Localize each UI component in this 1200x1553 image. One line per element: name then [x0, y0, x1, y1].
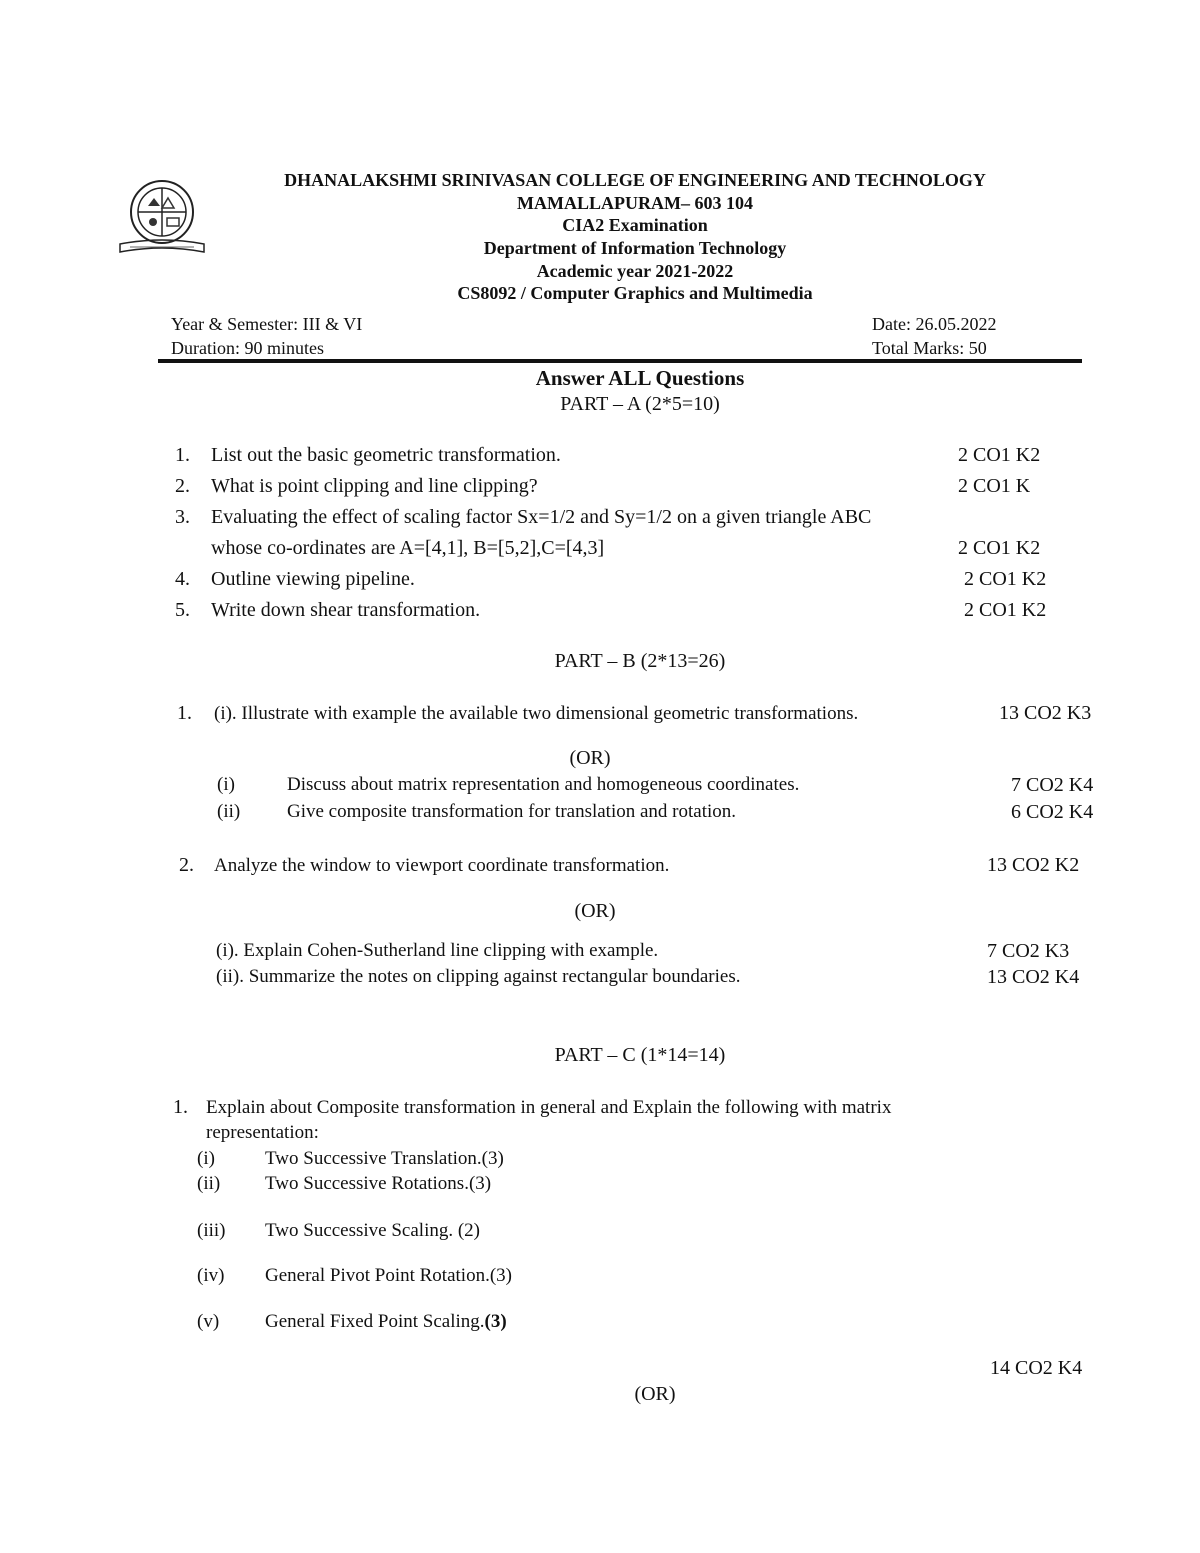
sub-question-marks: 13 CO2 K4	[987, 966, 1080, 988]
sub-question-text: Give composite transformation for translation and rotation.	[287, 801, 737, 822]
sub-item-number: (v)	[197, 1311, 220, 1332]
total-marks: Total Marks: 50	[872, 338, 987, 358]
question-text-continued: whose co-ordinates are A=[4,1], B=[5,2],C=[4,3]	[211, 537, 605, 559]
duration: Duration: 90 minutes	[171, 338, 324, 358]
or-separator: (OR)	[634, 1383, 676, 1405]
part-b-title: PART – B (2*13=26)	[554, 650, 726, 672]
department-name: Department of Information Technology	[483, 238, 787, 258]
sub-question-text: Discuss about matrix representation and homogeneous coordinates.	[287, 774, 800, 795]
question-number: 3.	[175, 506, 190, 528]
question-text: Analyze the window to viewport coordinate transformation.	[214, 855, 670, 876]
or-separator: (OR)	[569, 747, 611, 769]
part-a-title: PART – A (2*5=10)	[560, 393, 720, 415]
question-number: 5.	[175, 599, 190, 621]
sub-item-number: (iii)	[197, 1220, 226, 1241]
question-number: 1.	[175, 444, 190, 466]
sub-item-marks: (3)	[484, 1311, 507, 1332]
exam-title: CIA2 Examination	[562, 215, 708, 235]
question-marks: 2 CO1 K2	[958, 537, 1041, 559]
question-text: (i). Illustrate with example the available two dimensional geometric transformations.	[214, 703, 859, 724]
course-title: CS8092 / Computer Graphics and Multimedia	[457, 283, 813, 303]
sub-question-text: (ii). Summarize the notes on clipping against rectangular boundaries.	[216, 966, 741, 987]
question-marks: 13 CO2 K3	[999, 702, 1092, 724]
question-text: Explain about Composite transformation in general and Explain the following with matrix	[206, 1097, 892, 1118]
academic-year: Academic year 2021-2022	[536, 261, 734, 281]
sub-question-marks: 7 CO2 K4	[1011, 774, 1094, 796]
sub-question-number: (ii)	[217, 801, 241, 822]
sub-question-marks: 7 CO2 K3	[987, 940, 1070, 962]
question-number: 1.	[173, 1096, 188, 1118]
question-number: 2.	[175, 475, 190, 497]
question-text: Outline viewing pipeline.	[211, 568, 415, 590]
college-name: DHANALAKSHMI SRINIVASAN COLLEGE OF ENGINEERING AND TECHNOLOGY	[284, 170, 986, 190]
sub-item-text-main: General Fixed Point Scaling.	[265, 1311, 485, 1332]
question-marks: 2 CO1 K2	[964, 599, 1047, 621]
exam-date: Date: 26.05.2022	[872, 314, 997, 334]
question-marks: 13 CO2 K2	[987, 854, 1080, 876]
sub-item-number: (ii)	[197, 1173, 221, 1194]
sub-item-text: Two Successive Rotations.(3)	[265, 1173, 492, 1194]
year-semester: Year & Semester: III & VI	[171, 314, 363, 334]
question-marks: 14 CO2 K4	[990, 1357, 1083, 1379]
sub-question-marks: 6 CO2 K4	[1011, 801, 1094, 823]
question-number: 4.	[175, 568, 190, 590]
sub-question-text: (i). Explain Cohen-Sutherland line clipping with example.	[216, 940, 659, 961]
sub-item-text: General Pivot Point Rotation.(3)	[265, 1265, 512, 1286]
sub-item-text	[265, 1311, 507, 1333]
question-text: Write down shear transformation.	[211, 599, 481, 621]
question-marks: 2 CO1 K	[958, 475, 1031, 497]
question-text-continued: representation:	[206, 1122, 319, 1143]
question-number: 2.	[179, 854, 194, 876]
question-text: List out the basic geometric transformation.	[211, 444, 561, 466]
question-number: 1.	[177, 702, 192, 724]
question-marks: 2 CO1 K2	[964, 568, 1047, 590]
question-marks: 2 CO1 K2	[958, 444, 1041, 466]
header-divider	[158, 359, 1082, 363]
question-text: Evaluating the effect of scaling factor Sx=1/2 and Sy=1/2 on a given triangle ABC	[211, 506, 872, 528]
question-text: What is point clipping and line clipping?	[211, 475, 538, 497]
sub-item-number: (iv)	[197, 1265, 225, 1286]
college-location: MAMALLAPURAM– 603 104	[517, 193, 753, 213]
sub-question-number: (i)	[217, 774, 235, 795]
sub-item-number: (i)	[197, 1148, 215, 1169]
instructions: Answer ALL Questions	[535, 366, 745, 390]
or-separator: (OR)	[574, 900, 616, 922]
part-c-title: PART – C (1*14=14)	[554, 1044, 726, 1066]
sub-item-text: Two Successive Translation.(3)	[265, 1148, 504, 1169]
sub-item-text: Two Successive Scaling. (2)	[265, 1220, 481, 1241]
